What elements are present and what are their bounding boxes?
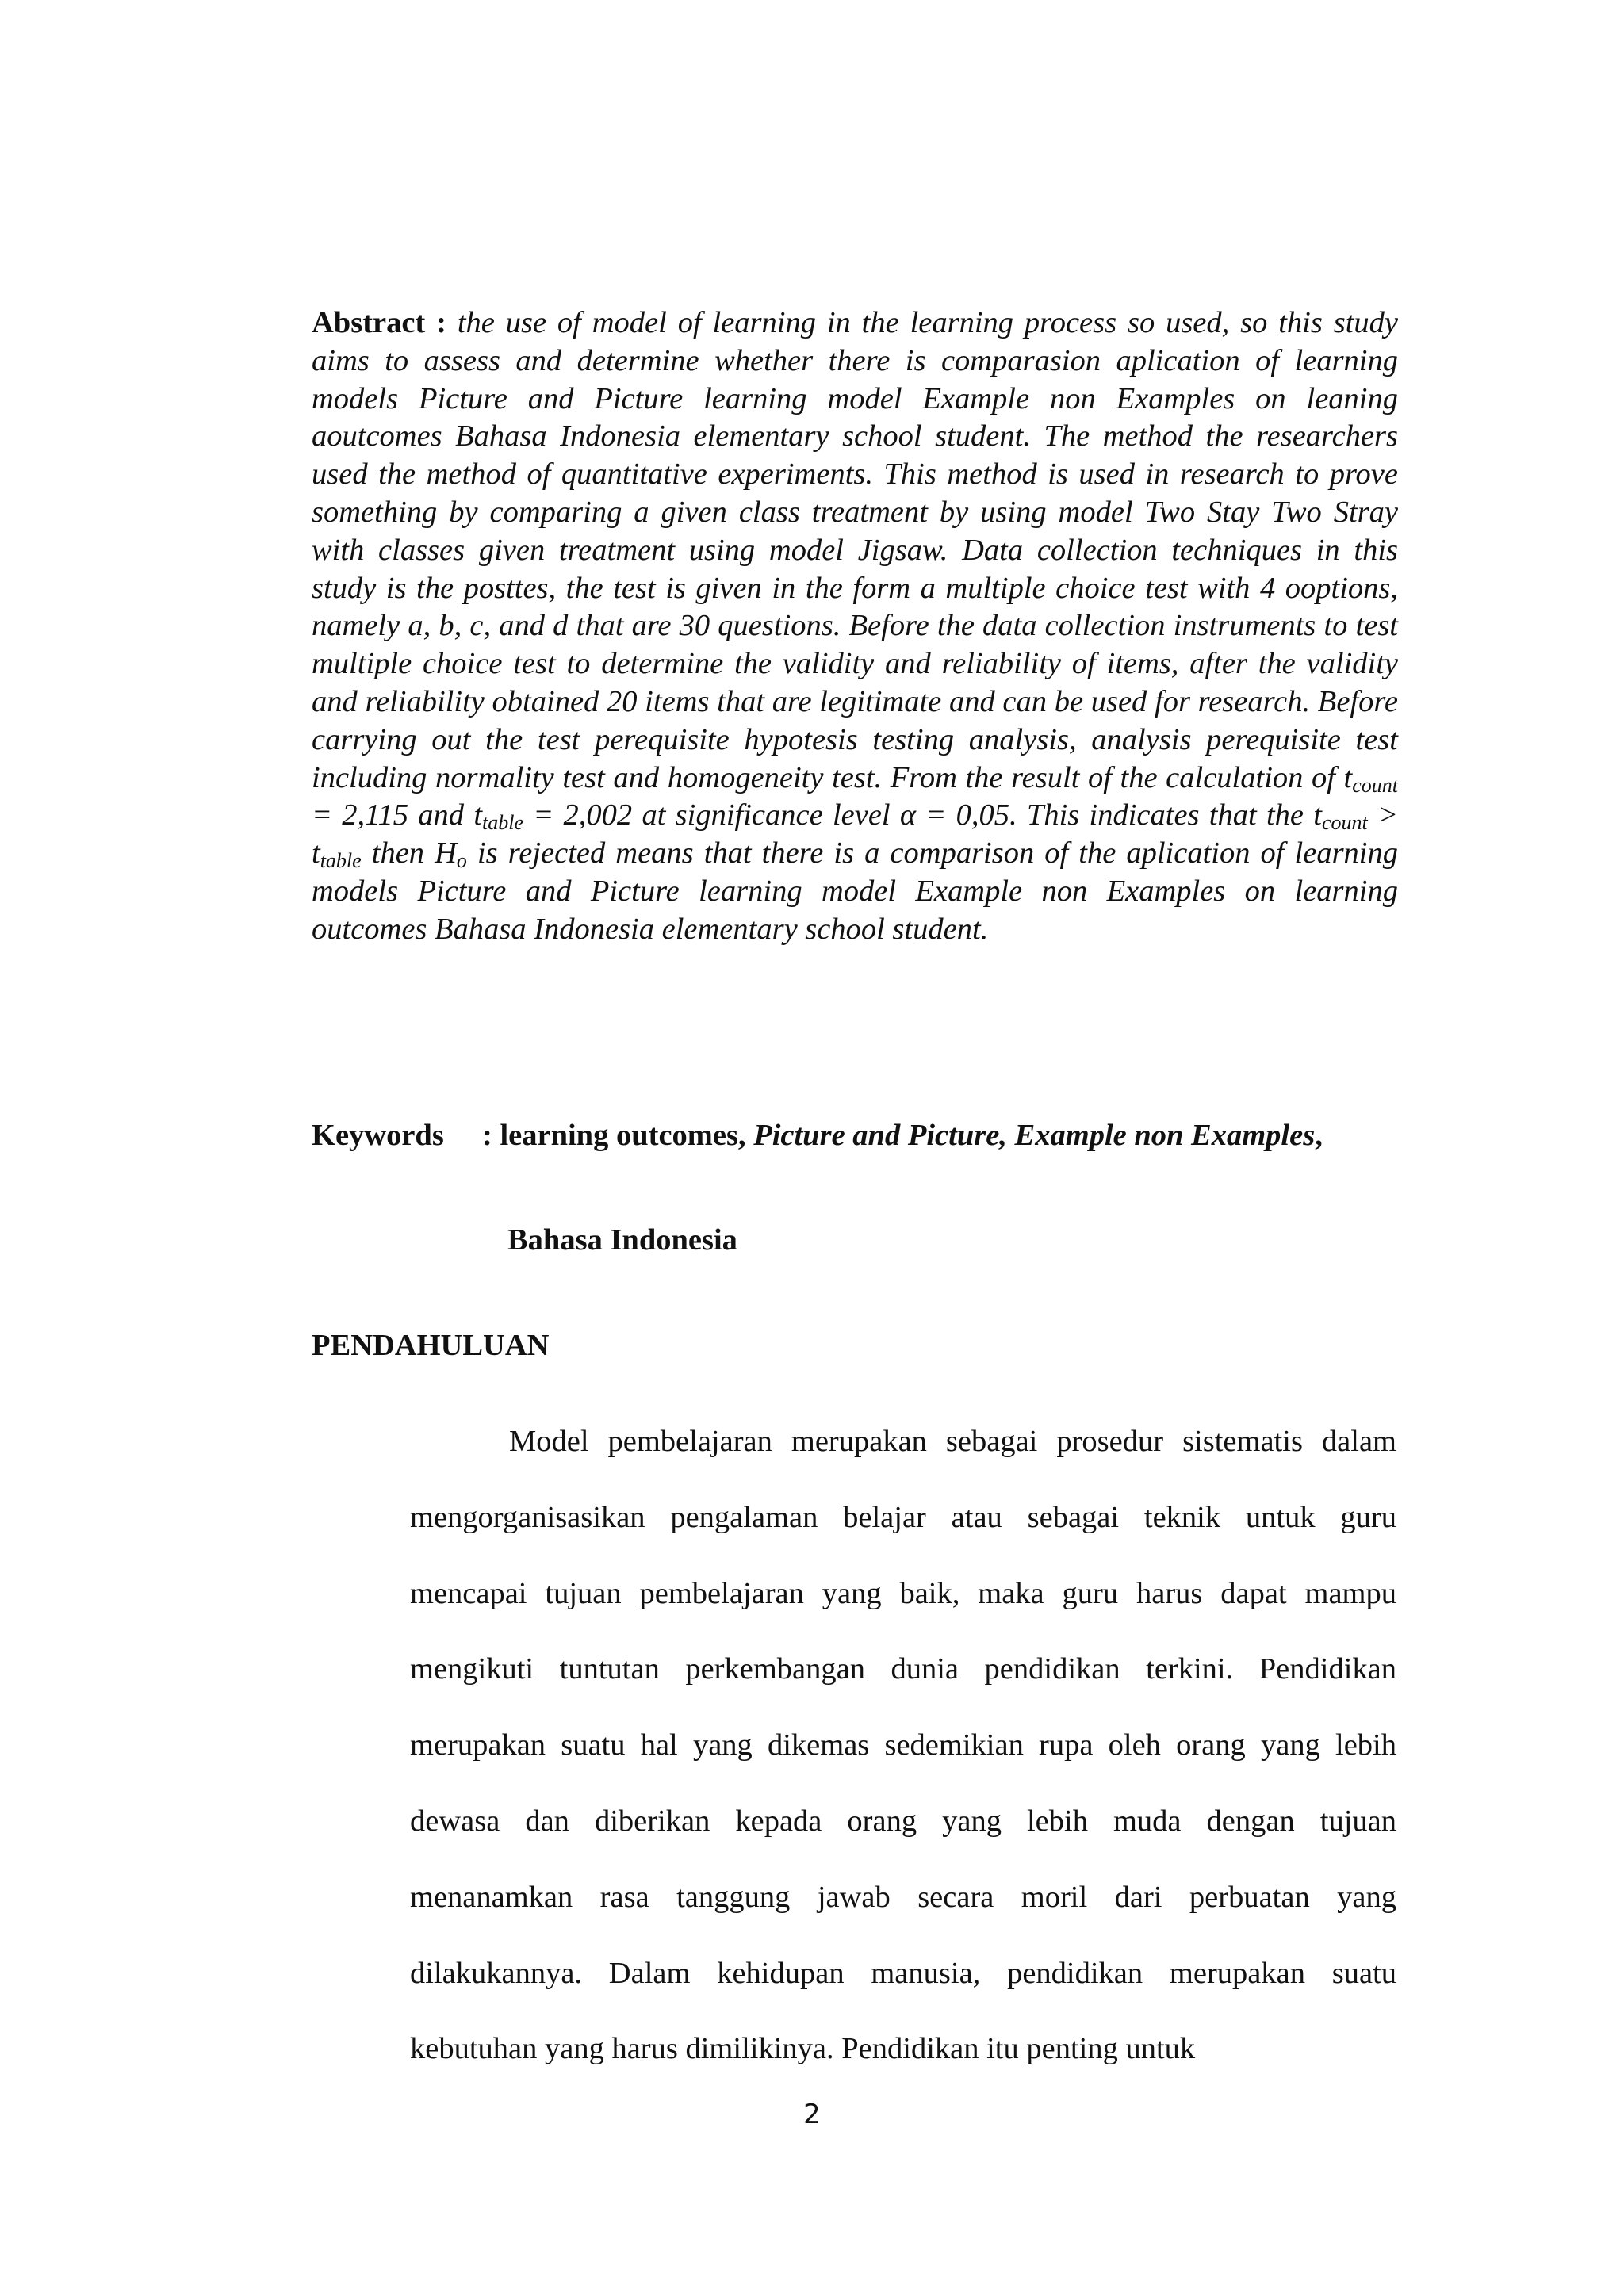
abstract-label: Abstract — [312, 306, 426, 339]
abstract-seg5: then H — [361, 836, 457, 871]
subscript-count-2: count — [1321, 811, 1368, 835]
keywords-plain-1: learning outcomes, — [500, 1119, 754, 1152]
keywords-italic: Picture and Picture, Example non Examples — [753, 1119, 1316, 1152]
abstract-text — [312, 306, 1398, 946]
abstract-paragraph — [312, 304, 1398, 949]
intro-paragraph: Model pembelajaran merupakan sebagai prosedur sistematis dalam mengorganisasikan pengalaman belajar atau sebagai teknik untuk guru mencapai tujuan pembelajaran yang baik, maka guru harus dapat mampu mengikuti tuntutan perkembangan dunia pendidikan terkini. Pendidikan merupakan suatu hal yang dikemas sedemikian rupa oleh orang yang lebih dewasa dan diberikan kepada orang yang lebih muda dengan tujuan menanamkan rasa tanggung jawab secara moril dari perbuatan yang dilakukannya. Dalam kehidupan manusia, pendidikan merupakan suatu kebutuhan yang harus dimilikinya. Pendidikan itu penting untuk — [410, 1425, 1396, 2066]
abstract-seg3: = 2,002 at significance level α = 0,05. This indicates that the t — [523, 798, 1322, 832]
keywords-plain-2: , — [1315, 1119, 1323, 1152]
keywords-label: Keywords — [312, 1119, 444, 1152]
keywords-separator: : — [482, 1119, 500, 1152]
abstract-seg4: > t — [312, 798, 1398, 871]
subscript-table-2: table — [320, 849, 362, 873]
keywords-line-2: Bahasa Indonesia — [508, 1223, 737, 1257]
abstract-seg1: the use of model of learning in the learning process so used, so this study aims to assess and determine whether there is comparasion aplication of learning models Picture and Picture learning model Example non Examples on leaning aoutcomes Bahasa Indonesia elementary school student. The method the researchers used the method of quantitative experiments. This method is used in research to prove something by comparing a given class treatment by using model Two Stay Two Stray with classes given treatment using model Jigsaw. Data collection techniques in this study is the posttes, the test is given in the form a multiple choice test with 4 ooptions, namely a, b, c, and d that are 30 questions. Before the data collection instruments to test multiple choice test to determine the validity and reliability of items, after the validity and reliability obtained 20 items that are legitimate and can be used for research. Before carrying out the test perequisite hypotesis testing analysis, analysis perequisite test including normality test and homogeneity test. From the result of the calculation of t — [312, 306, 1398, 794]
section-heading: PENDAHULUAN — [312, 1329, 550, 1362]
abstract-seg2: = 2,115 and t — [312, 798, 483, 832]
subscript-count: count — [1352, 773, 1398, 797]
page-number: 2 — [803, 2099, 821, 2130]
subscript-table: table — [482, 811, 524, 835]
keywords-line — [312, 1116, 1406, 1154]
subscript-o: o — [456, 849, 467, 873]
abstract-separator: : — [425, 306, 458, 339]
abstract-seg6: is rejected means that there is a comparison of the aplication of learning models Picture and Picture learning model Example non Examples on learning outcomes Bahasa Indonesia elementary school student. — [312, 836, 1399, 946]
